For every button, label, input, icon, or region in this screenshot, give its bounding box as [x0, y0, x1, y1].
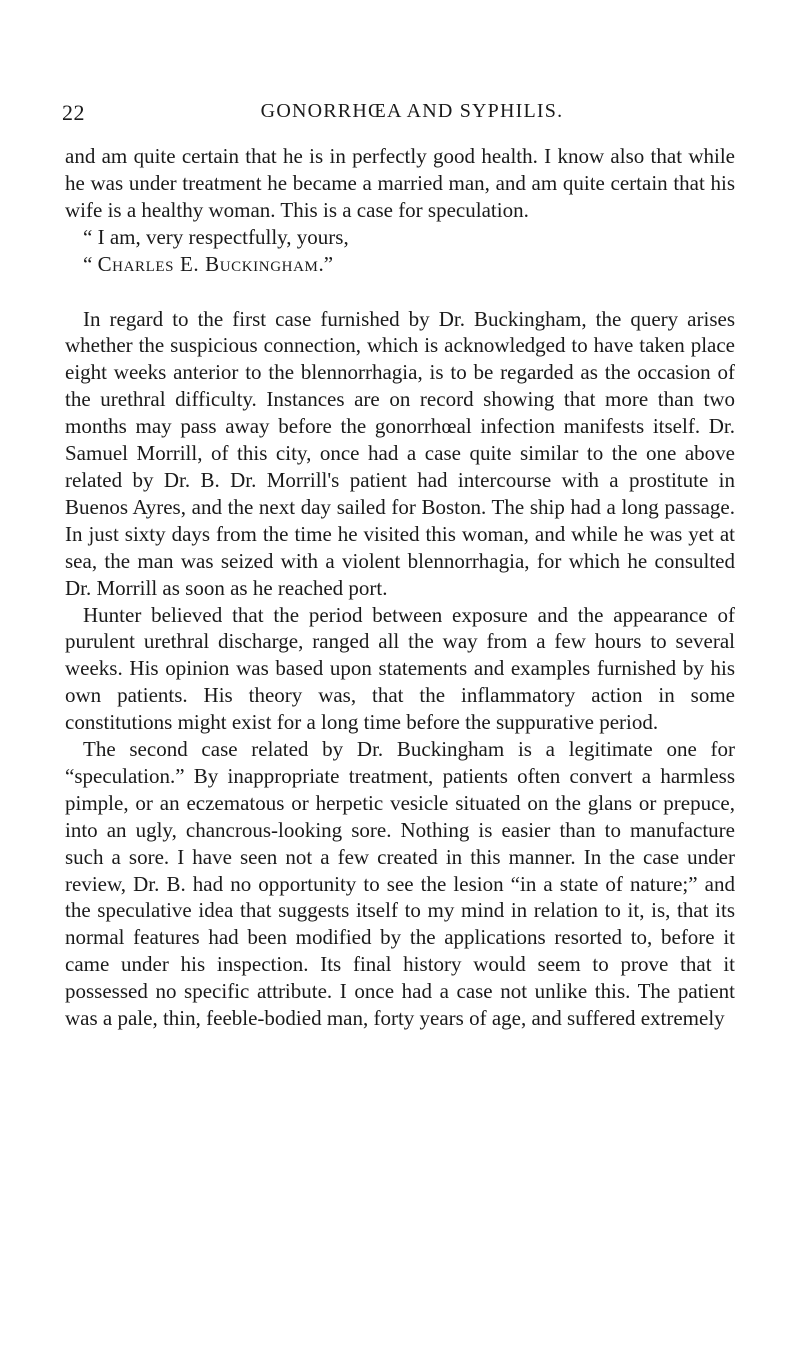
paragraph-gap — [65, 278, 735, 306]
book-page — [62, 0, 780, 1361]
paragraph-continuation: and am quite certain that he is in perfectly good health. I know also that while he was under treatment he became a married man, and am quite certain that his wife is a healthy woman. This is a case for speculation. — [65, 144, 735, 222]
signature-open-quote: “ — [83, 251, 98, 276]
signature-name: Charles E. Buckingham — [97, 251, 319, 276]
signature-close-quote: .” — [318, 251, 334, 276]
letter-signature — [65, 251, 735, 278]
paragraph-hunter: Hunter believed that the period between exposure and the appearance of purulent urethral discharge, ranged all the way from a few hours to several weeks. His opinion was based upon statements and examples furnished by his own patients. His theory was, that the inflammatory action in some constitutions might exist for a long time before the suppurative period. — [65, 602, 735, 735]
running-title: GONORRHŒA AND SYPHILIS. — [260, 100, 564, 122]
page-number: 22 — [62, 100, 85, 125]
page-header — [62, 100, 744, 128]
letter-closing: “ I am, very respectfully, yours, — [83, 224, 349, 249]
body-text — [65, 143, 735, 1032]
paragraph-first-case: In regard to the first case furnished by Dr. Buckingham, the query arises whether the suspicious connection, which is acknowledged to have taken place eight weeks anterior to the blennorrhagia, is to be regarded as the occasion of the urethral difficulty. Instances are on record showing that more than two months may pass away before the gonorrhœal infection manifests itself. Dr. Samuel Morrill, of this city, once had a case quite similar to the one above related by Dr. B. Dr. Morrill's patient had intercourse with a prostitute in Buenos Ayres, and the next day sailed for Boston. The ship had a long passage. In just sixty days from the time he visited this woman, and while he was yet at sea, the man was seized with a violent blennorrhagia, for which he consulted Dr. Morrill as soon as he reached port. — [65, 306, 735, 600]
paragraph-second-case: The second case related by Dr. Buckingham is a legitimate one for “speculation.” By inappropriate treatment, patients often convert a harmless pimple, or an eczematous or herpetic vesicle situated on the glans or prepuce, into an ugly, chancrous-looking sore. Nothing is easier than to manufacture such a sore. I have seen not a few created in this manner. In the case under review, Dr. B. had no opportunity to see the lesion “in a state of nature;” and the speculative idea that suggests itself to my mind in relation to it, is, that its normal features had been modified by the applications resorted to, before it came under his inspection. Its final history would seem to prove that it possessed no specific attribute. I once had a case not unlike this. The patient was a pale, thin, feeble-bodied man, forty years of age, and suffered extremely — [65, 737, 735, 1031]
